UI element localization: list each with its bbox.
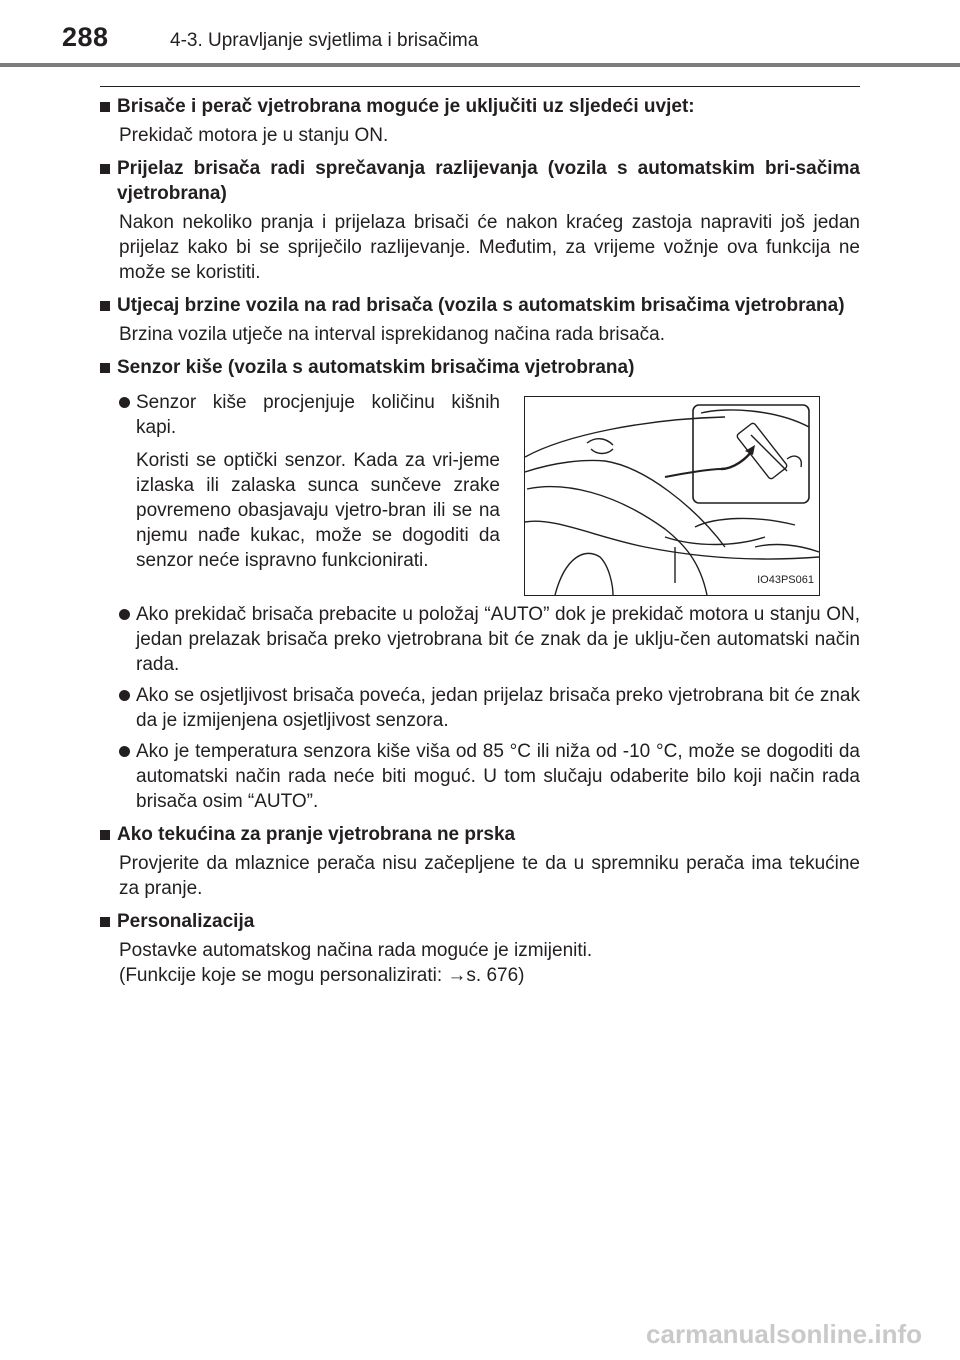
page-content [100, 94, 860, 996]
section-body: Prekidač motora je u stanju ON. [119, 125, 389, 146]
section-rain-sensor [100, 355, 860, 814]
header-rule [0, 63, 960, 67]
square-bullet-icon [100, 917, 110, 927]
section-body: Provjerite da mlaznice perača nisu začepljene te da u spremniku perača ima tekućine za pranje. [119, 853, 860, 899]
square-bullet-icon [100, 301, 110, 311]
content-top-rule [100, 86, 860, 87]
section-body: Brzina vozila utječe na interval isprekidanog načina rada brisača. [119, 324, 666, 345]
section-washer-fluid [100, 822, 860, 901]
square-bullet-icon [100, 363, 110, 373]
square-bullet-icon [100, 164, 110, 174]
square-bullet-icon [100, 102, 110, 112]
car-windshield-drawing [525, 397, 819, 595]
round-bullet-icon [119, 397, 130, 408]
round-bullet-icon [119, 746, 130, 757]
page-header [0, 0, 960, 64]
section-vehicle-speed [100, 293, 860, 347]
section-body: Nakon nekoliko pranja i prijelaza brisači će nakon kraćeg zastoja napraviti još jedan prijelaz kako bi se spriječilo razlijevanje. Međutim, za vrijeme vožnje ova funkcija ne može se koristiti. [119, 212, 860, 283]
section-conditions [100, 94, 860, 148]
square-bullet-icon [100, 830, 110, 840]
section-personalization [100, 909, 860, 988]
section-title: Ako tekućina za pranje vjetrobrana ne prska [117, 824, 516, 845]
section-title: Utjecaj brzine vozila na rad brisača (vozila s automatskim brisačima vjetrobrana) [117, 295, 845, 316]
round-bullet-icon [119, 690, 130, 701]
page-number: 288 [62, 22, 109, 52]
list-item: Ako prekidač brisača prebacite u položaj “AUTO” dok je prekidač motora u stanju ON, jedan prelazak brisača preko vjetrobrana bit će znak da je uklju-čen automatski način rada. [119, 602, 860, 677]
rain-sensor-illustration [524, 396, 820, 596]
section-anti-drip [100, 156, 860, 285]
list-item: Senzor kiše procjenjuje količinu kišnih kapi. [119, 390, 500, 440]
figure-id-label: IO43PS061 [755, 568, 816, 593]
chapter-title: 4-3. Upravljanje svjetlima i brisačima [170, 30, 479, 51]
personalization-link-text: (Funkcije koje se mogu personalizirati: →s. 676) [119, 965, 525, 986]
watermark: carmanualsonline.info [646, 1319, 922, 1349]
section-title: Brisače i perač vjetrobrana moguće je uključiti uz sljedeći uvjet: [117, 96, 695, 117]
list-item: Ako se osjetljivost brisača poveća, jedan prijelaz brisača preko vjetrobrana bit će znak da je izmijenjena osjetljivost senzora. [119, 683, 860, 733]
section-body: Postavke automatskog načina rada moguće je izmijeniti. [119, 940, 593, 961]
round-bullet-icon [119, 609, 130, 620]
section-title: Personalizacija [117, 911, 255, 932]
list-item: Ako je temperatura senzora kiše viša od 85 °C ili niža od -10 °C, može se dogoditi da automatski način rada neće biti moguć. U tom slučaju odaberite bilo koji način rada brisača osim “AUTO”. [119, 739, 860, 814]
section-title: Prijelaz brisača radi sprečavanja razlijevanja (vozila s automatskim bri-sačima vjetrobrana) [117, 158, 860, 204]
sensor-note: Koristi se optički senzor. Kada za vri-jeme izlaska ili zalaska sunca sunčeve zrake povremeno obasjavaju vjetro-bran ili se na njemu nađe kukac, može se dogoditi da senzor neće ispravno funkcionirati. [136, 450, 500, 571]
section-title: Senzor kiše (vozila s automatskim brisačima vjetrobrana) [117, 357, 635, 378]
